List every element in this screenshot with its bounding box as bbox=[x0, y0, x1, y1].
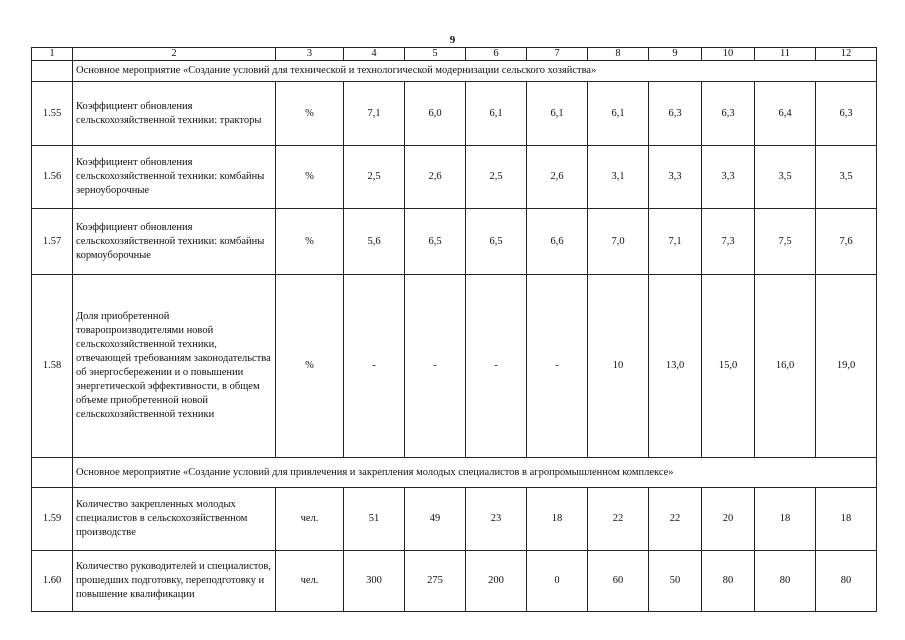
column-number: 10 bbox=[702, 48, 755, 61]
table-row bbox=[32, 488, 877, 551]
value-cell: 3,1 bbox=[588, 146, 649, 209]
value-cell: 6,6 bbox=[527, 209, 588, 275]
value-cell: 7,0 bbox=[588, 209, 649, 275]
unit-cell: % bbox=[276, 275, 344, 458]
column-number: 12 bbox=[816, 48, 877, 61]
column-number: 8 bbox=[588, 48, 649, 61]
section-title: Основное мероприятие «Создание условий для технической и технологической модернизации сельского хозяйства» bbox=[73, 61, 877, 82]
value-cell: 2,5 bbox=[466, 146, 527, 209]
value-cell: 18 bbox=[527, 488, 588, 551]
value-cell: 49 bbox=[405, 488, 466, 551]
table-row bbox=[32, 146, 877, 209]
value-cell: 50 bbox=[649, 551, 702, 612]
value-cell: 3,3 bbox=[702, 146, 755, 209]
row-number: 1.58 bbox=[32, 275, 73, 458]
row-number: 1.56 bbox=[32, 146, 73, 209]
value-cell: 20 bbox=[702, 488, 755, 551]
indicator-name: Количество закрепленных молодых специалистов в сельскохозяйственном производстве bbox=[73, 488, 276, 551]
indicator-name: Количество руководителей и специалистов, прошедших подготовку, переподготовку и повышение квалификации bbox=[73, 551, 276, 612]
unit-cell: чел. bbox=[276, 488, 344, 551]
value-cell: 22 bbox=[649, 488, 702, 551]
value-cell: 6,4 bbox=[755, 82, 816, 146]
value-cell: 80 bbox=[755, 551, 816, 612]
value-cell: 22 bbox=[588, 488, 649, 551]
value-cell: 300 bbox=[344, 551, 405, 612]
value-cell: 15,0 bbox=[702, 275, 755, 458]
value-cell: 6,5 bbox=[405, 209, 466, 275]
indicator-name: Коэффициент обновления сельскохозяйственной техники: тракторы bbox=[73, 82, 276, 146]
unit-cell: % bbox=[276, 82, 344, 146]
value-cell: 200 bbox=[466, 551, 527, 612]
column-number-row bbox=[32, 48, 877, 61]
table-row bbox=[32, 209, 877, 275]
value-cell: 7,1 bbox=[649, 209, 702, 275]
value-cell: 7,5 bbox=[755, 209, 816, 275]
value-cell: 60 bbox=[588, 551, 649, 612]
section-blank-cell bbox=[32, 458, 73, 488]
indicator-name: Коэффициент обновления сельскохозяйственной техники: комбайны кормоуборочные bbox=[73, 209, 276, 275]
section-row bbox=[32, 61, 877, 82]
table-row bbox=[32, 551, 877, 612]
value-cell: - bbox=[344, 275, 405, 458]
value-cell: 6,3 bbox=[702, 82, 755, 146]
value-cell: 3,5 bbox=[755, 146, 816, 209]
section-title: Основное мероприятие «Создание условий для привлечения и закрепления молодых специалистов в агропромышленном комплексе» bbox=[73, 458, 877, 488]
section-blank-cell bbox=[32, 61, 73, 82]
value-cell: 80 bbox=[702, 551, 755, 612]
page-number: 9 bbox=[449, 34, 456, 46]
value-cell: 10 bbox=[588, 275, 649, 458]
row-number: 1.59 bbox=[32, 488, 73, 551]
value-cell: 5,6 bbox=[344, 209, 405, 275]
value-cell: 7,6 bbox=[816, 209, 877, 275]
value-cell: 6,1 bbox=[466, 82, 527, 146]
value-cell: 23 bbox=[466, 488, 527, 551]
value-cell: 51 bbox=[344, 488, 405, 551]
value-cell: 6,3 bbox=[649, 82, 702, 146]
value-cell: 13,0 bbox=[649, 275, 702, 458]
column-number: 3 bbox=[276, 48, 344, 61]
unit-cell: % bbox=[276, 146, 344, 209]
value-cell: 7,1 bbox=[344, 82, 405, 146]
row-number: 1.60 bbox=[32, 551, 73, 612]
value-cell: 6,0 bbox=[405, 82, 466, 146]
indicator-name: Доля приобретенной товаропроизводителями новой сельскохозяйственной техники, отвечающей требованиям законодательства об энергосбережении и о повышении энергетической эффективности, в общем объеме приобретенной новой сельскохозяйственной техники bbox=[73, 275, 276, 458]
column-number: 9 bbox=[649, 48, 702, 61]
value-cell: 18 bbox=[816, 488, 877, 551]
column-number: 1 bbox=[32, 48, 73, 61]
value-cell: 3,5 bbox=[816, 146, 877, 209]
value-cell: 3,3 bbox=[649, 146, 702, 209]
value-cell: 2,6 bbox=[527, 146, 588, 209]
unit-cell: чел. bbox=[276, 551, 344, 612]
value-cell: 2,6 bbox=[405, 146, 466, 209]
section-row bbox=[32, 458, 877, 488]
value-cell: 80 bbox=[816, 551, 877, 612]
value-cell: 2,5 bbox=[344, 146, 405, 209]
value-cell: 6,5 bbox=[466, 209, 527, 275]
column-number: 2 bbox=[73, 48, 276, 61]
value-cell: 16,0 bbox=[755, 275, 816, 458]
column-number: 4 bbox=[344, 48, 405, 61]
value-cell: - bbox=[405, 275, 466, 458]
table-row bbox=[32, 275, 877, 458]
row-number: 1.57 bbox=[32, 209, 73, 275]
value-cell: 18 bbox=[755, 488, 816, 551]
value-cell: - bbox=[527, 275, 588, 458]
indicator-name: Коэффициент обновления сельскохозяйственной техники: комбайны зерноуборочные bbox=[73, 146, 276, 209]
indicators-table bbox=[31, 47, 877, 612]
column-number: 11 bbox=[755, 48, 816, 61]
value-cell: 6,1 bbox=[588, 82, 649, 146]
unit-cell: % bbox=[276, 209, 344, 275]
column-number: 6 bbox=[466, 48, 527, 61]
value-cell: 7,3 bbox=[702, 209, 755, 275]
column-number: 5 bbox=[405, 48, 466, 61]
value-cell: 6,3 bbox=[816, 82, 877, 146]
table-row bbox=[32, 82, 877, 146]
value-cell: 0 bbox=[527, 551, 588, 612]
column-number: 7 bbox=[527, 48, 588, 61]
value-cell: - bbox=[466, 275, 527, 458]
value-cell: 275 bbox=[405, 551, 466, 612]
value-cell: 19,0 bbox=[816, 275, 877, 458]
row-number: 1.55 bbox=[32, 82, 73, 146]
value-cell: 6,1 bbox=[527, 82, 588, 146]
